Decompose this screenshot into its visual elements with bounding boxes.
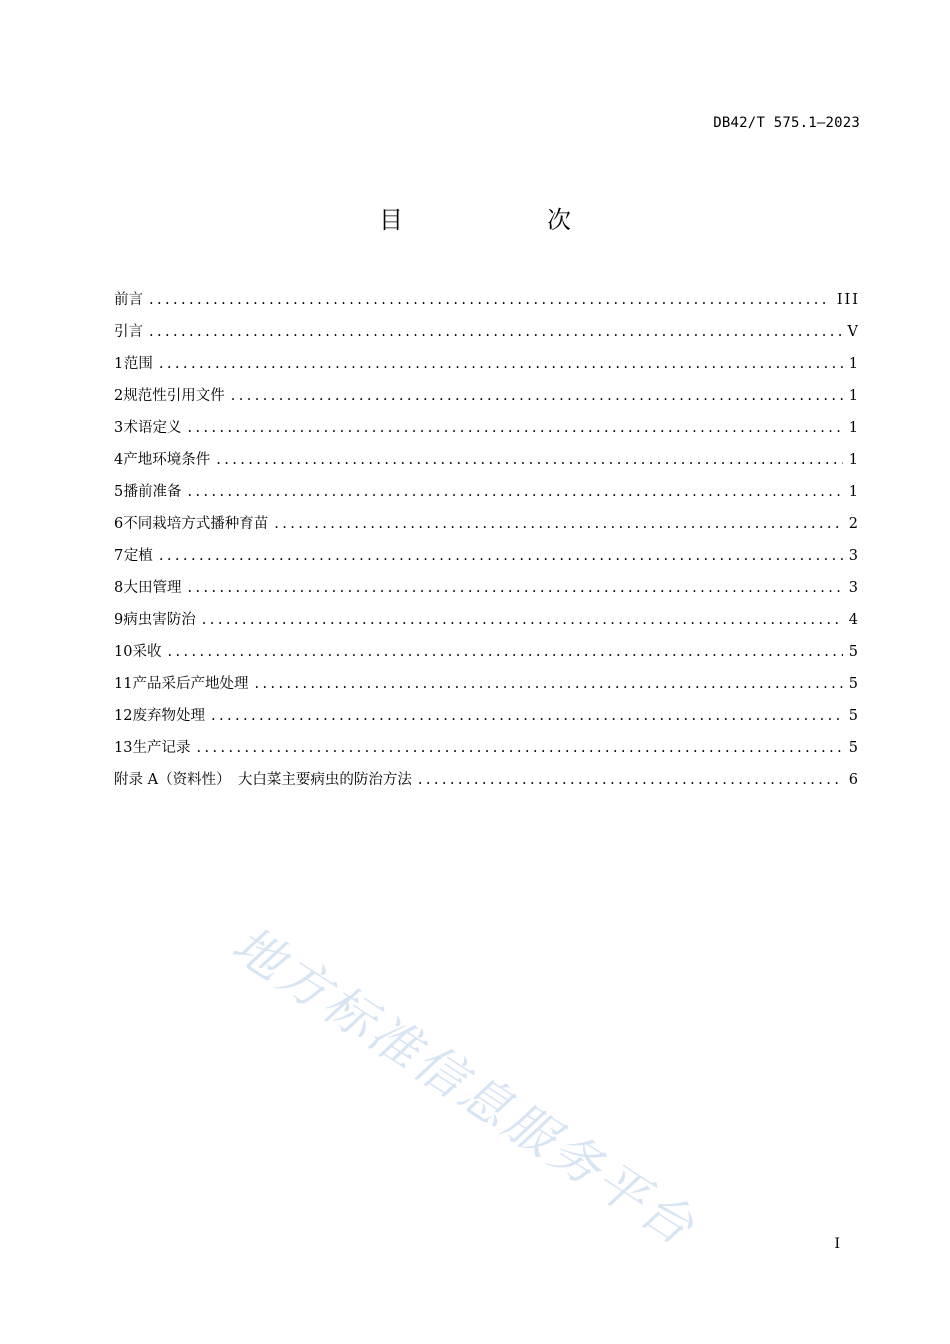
toc-entry-number: 11 [114,676,133,692]
toc-entry-7[interactable] [114,544,860,576]
toc-entry-number: 7 [114,548,124,564]
toc-entry-page: 1 [848,420,860,436]
toc-entry-label: 定植 [123,548,153,564]
toc-entry-label: 附录 A（资料性） 大白菜主要病虫的防治方法 [114,772,412,788]
toc-entry-10[interactable] [114,640,860,672]
toc-entry-page: 1 [848,356,860,372]
toc-entry-introduction[interactable] [114,320,860,352]
toc-entry-number: 10 [114,644,133,660]
toc-leader-dots [188,484,843,500]
toc-entry-2[interactable] [114,384,860,416]
toc-leader-dots [188,580,843,596]
toc-entry-6[interactable] [114,512,860,544]
toc-entry-page: 5 [848,740,860,756]
toc-entry-page: 1 [848,388,860,404]
toc-entry-label: 播前准备 [123,484,182,500]
toc-entry-4[interactable] [114,448,860,480]
toc-leader-dots [167,644,842,660]
toc-entry-label: 大田管理 [123,580,182,596]
toc-entry-9[interactable] [114,608,860,640]
toc-leader-dots [254,676,842,692]
toc-leader-dots [159,356,843,372]
toc-entry-page: 5 [848,708,860,724]
toc-entry-number: 8 [114,580,124,596]
toc-entry-page: 2 [848,516,860,532]
toc-entry-number: 1 [114,356,124,372]
toc-entry-label: 病虫害防治 [123,612,196,628]
toc-entry-page: 5 [848,644,860,660]
toc-entry-number: 4 [114,452,124,468]
toc-entry-page: 1 [848,484,860,500]
page-title: 目 次 [379,206,631,234]
toc-entry-appendix-a[interactable] [114,768,860,800]
toc-entry-number: 9 [114,612,124,628]
document-code: DB42/T 575.1—2023 [713,115,860,131]
toc-entry-1[interactable] [114,352,860,384]
toc-entry-number: 2 [114,388,124,404]
toc-entry-number: 12 [114,708,133,724]
toc-entry-preface[interactable] [114,288,860,320]
toc-leader-dots [418,772,843,788]
toc-entry-12[interactable] [114,704,860,736]
toc-entry-page: 6 [848,772,860,788]
toc-entry-label: 产品采后产地处理 [132,676,249,692]
toc-entry-page: 3 [848,580,860,596]
toc-leader-dots [149,324,842,340]
toc-entry-label: 废弃物处理 [132,708,205,724]
toc-entry-page: 1 [848,452,860,468]
toc-leader-dots [211,708,843,724]
toc-entry-label: 不同栽培方式播种育苗 [123,516,269,532]
toc-leader-dots [231,388,843,404]
toc-entry-page: 5 [848,676,860,692]
toc-entry-number: 5 [114,484,124,500]
toc-entry-3[interactable] [114,416,860,448]
toc-entry-label: 规范性引用文件 [123,388,225,404]
toc-leader-dots [159,548,843,564]
toc-entry-number: 13 [114,740,133,756]
toc-entry-13[interactable] [114,736,860,768]
toc-entry-page: III [836,292,860,308]
toc-entry-page: 3 [848,548,860,564]
watermark: 地方标准信息服务平台 [222,915,707,1258]
toc-leader-dots [274,516,843,532]
toc-leader-dots [216,452,843,468]
toc-entry-label: 术语定义 [123,420,182,436]
toc-entry-label: 采收 [132,644,162,660]
toc-entry-label: 范围 [123,356,153,372]
toc-entry-5[interactable] [114,480,860,512]
toc-leader-dots [188,420,843,436]
page-number: I [834,1236,840,1252]
toc-entry-8[interactable] [114,576,860,608]
toc-entry-label: 引言 [114,324,143,340]
toc-entry-page: 4 [848,612,860,628]
toc-entry-label: 前言 [114,292,143,308]
toc-entry-11[interactable] [114,672,860,704]
toc-entry-number: 3 [114,420,124,436]
toc-leader-dots [202,612,843,628]
toc-entry-label: 产地环境条件 [123,452,211,468]
toc-entry-label: 生产记录 [132,740,191,756]
toc-entry-number: 6 [114,516,124,532]
table-of-contents [114,288,860,800]
toc-leader-dots [149,292,831,308]
toc-entry-page: V [847,324,860,340]
toc-leader-dots [196,740,842,756]
